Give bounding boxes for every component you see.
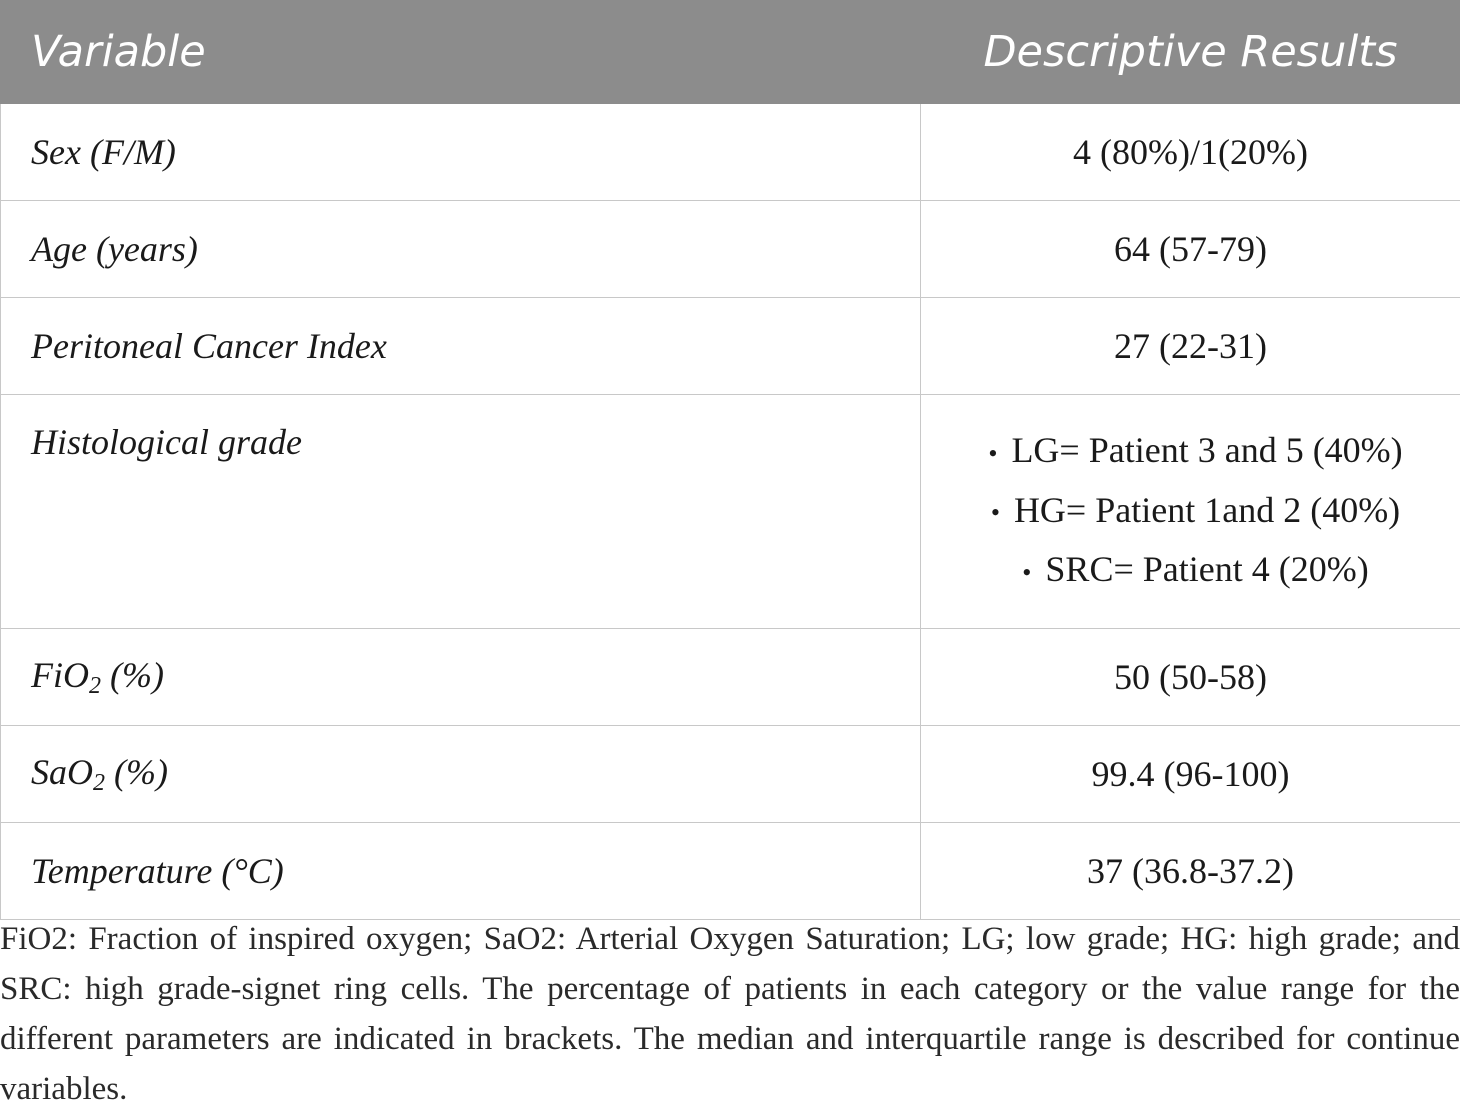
table-row <box>1 201 1460 298</box>
variable-cell: Sex (F/M) <box>1 104 921 201</box>
table-row <box>1 726 1460 823</box>
variable-suffix: (%) <box>101 655 164 695</box>
result-cell: 64 (57-79) <box>921 201 1460 298</box>
table-row <box>1 298 1460 395</box>
result-cell: 27 (22-31) <box>921 298 1460 395</box>
result-cell: 37 (36.8-37.2) <box>921 823 1460 920</box>
variable-cell <box>1 726 921 823</box>
result-cell: 99.4 (96-100) <box>921 726 1460 823</box>
variable-cell: Temperature (°C) <box>1 823 921 920</box>
list-item <box>921 482 1460 542</box>
variable-base: SaO <box>31 752 93 792</box>
list-item <box>921 422 1460 482</box>
list-item <box>921 541 1460 601</box>
variable-cell: Age (years) <box>1 201 921 298</box>
list-item-text: HG= Patient 1and 2 (40%) <box>1014 490 1400 530</box>
header-variable: Variable <box>1 1 921 104</box>
table-row <box>1 104 1460 201</box>
variable-subscript: 2 <box>93 770 105 796</box>
bullet-icon: • <box>991 485 1000 541</box>
table-footnote: FiO2: Fraction of inspired oxygen; SaO2: Arterial Oxygen Saturation; LG; low grade; HG: high grade; and SRC: high grade-signet ring cells. The percentage of patients in each category or the value range for the different parameters are indicated in brackets. The median and interquartile range is described for continue variables. <box>0 914 1460 1114</box>
table-row <box>1 629 1460 726</box>
variable-subscript: 2 <box>89 673 101 699</box>
table-row <box>1 823 1460 920</box>
histological-grade-list <box>921 422 1460 601</box>
variable-base: FiO <box>31 655 89 695</box>
variable-suffix: (%) <box>105 752 168 792</box>
result-cell: 4 (80%)/1(20%) <box>921 104 1460 201</box>
result-cell <box>921 395 1460 629</box>
table-row <box>1 395 1460 629</box>
table-header-row <box>1 1 1460 104</box>
bullet-icon: • <box>988 426 997 482</box>
list-item-text: SRC= Patient 4 (20%) <box>1045 549 1368 589</box>
variable-cell: Histological grade <box>1 395 921 629</box>
list-item-text: LG= Patient 3 and 5 (40%) <box>1011 430 1402 470</box>
bullet-icon: • <box>1022 545 1031 601</box>
variable-cell <box>1 629 921 726</box>
result-cell: 50 (50-58) <box>921 629 1460 726</box>
header-descriptive-results: Descriptive Results <box>921 1 1460 104</box>
variable-cell: Peritoneal Cancer Index <box>1 298 921 395</box>
